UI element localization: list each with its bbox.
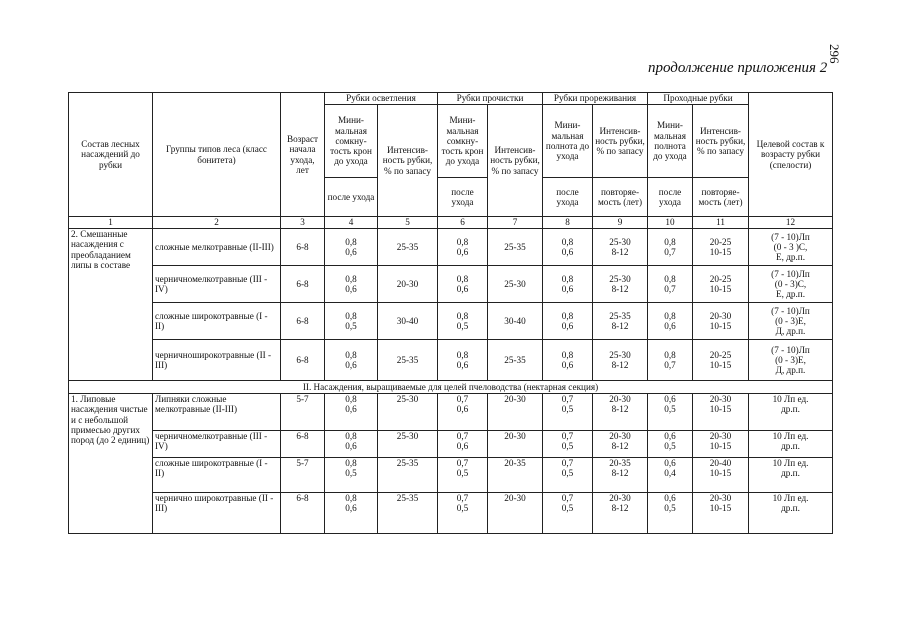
table-row <box>69 266 833 303</box>
col-number: 9 <box>593 217 648 229</box>
cell-c12 <box>749 394 833 431</box>
header-repeat-1: повторяе-мость (лет) <box>593 178 648 217</box>
header-intensity-2: Интенсив-ность рубки, % по запасу <box>488 105 543 217</box>
forest-group-cell: черничномелкотравные (III - IV) <box>153 431 281 458</box>
cell-line: 0,6 <box>561 247 574 257</box>
cell-c10 <box>648 303 693 340</box>
cell-c10 <box>648 493 693 534</box>
cell-line: 10-15 <box>709 284 732 294</box>
cell-line: 0,7 <box>561 458 574 468</box>
cell-line: 0,6 <box>345 503 357 514</box>
cell-line: др.п. <box>781 441 800 452</box>
cell-c5: 25-30 <box>378 431 438 458</box>
cell-c11 <box>693 394 749 431</box>
forest-group-cell: чернично широкотравные (II - III) <box>153 493 281 534</box>
cell-line: др.п. <box>781 404 800 415</box>
cell-line: 10-15 <box>709 503 732 514</box>
cell-c8 <box>543 431 593 458</box>
cell-line: (7 - 10)Лп <box>771 344 810 355</box>
cell-c4 <box>325 431 378 458</box>
cell-age: 5-7 <box>281 458 325 493</box>
cell-line: 0,5 <box>456 321 469 331</box>
cell-line: (7 - 10)Лп <box>771 231 810 242</box>
cell-line: 0,8 <box>456 310 469 321</box>
cell-line: 0,5 <box>664 404 676 415</box>
cell-line: 0,6 <box>664 493 676 503</box>
cell-line: 0,8 <box>345 458 357 468</box>
cell-line: 0,5 <box>345 468 357 479</box>
cell-line: 10-15 <box>709 360 732 370</box>
cell-c8 <box>543 493 593 534</box>
cell-line: 10-15 <box>709 247 732 257</box>
cell-c10 <box>648 431 693 458</box>
cell-line: 0,7 <box>456 493 469 503</box>
cell-age: 6-8 <box>281 266 325 303</box>
cell-line: 0,8 <box>345 394 357 404</box>
forest-group-cell: Липняки сложные мелкотравные (II-III) <box>153 394 281 431</box>
cell-c6 <box>438 229 488 266</box>
composition-cell: 2. Смешанные насаждения с преобладанием липы в составе <box>69 229 153 381</box>
header-min-closure-2: Мини-мальная сомкну-тость крон до ухода <box>438 105 488 178</box>
cell-line: 0,8 <box>345 273 357 284</box>
cell-c7: 25-35 <box>488 340 543 381</box>
cell-line: 25-30 <box>609 236 631 247</box>
cell-line: 0,6 <box>345 441 357 452</box>
cell-line: 0,5 <box>664 441 676 452</box>
cell-c8 <box>543 458 593 493</box>
cell-line: 0,8 <box>345 236 357 247</box>
cell-line: 0,6 <box>664 431 676 441</box>
cell-c5: 25-35 <box>378 340 438 381</box>
linden-stands-body <box>69 394 833 534</box>
col-number: 12 <box>749 217 833 229</box>
cell-line: 0,8 <box>345 493 357 503</box>
cell-line: 0,7 <box>456 458 469 468</box>
cell-age: 6-8 <box>281 340 325 381</box>
cell-c9 <box>593 266 648 303</box>
cell-line: 0,6 <box>561 360 574 370</box>
col-number: 6 <box>438 217 488 229</box>
cell-line: 0,8 <box>345 431 357 441</box>
cell-c9 <box>593 394 648 431</box>
cell-line: 20-25 <box>709 273 732 284</box>
cell-line: 0,6 <box>345 247 357 257</box>
cell-line: 0,5 <box>561 468 574 479</box>
cell-line: (7 - 10)Лп <box>771 305 810 316</box>
cell-line: Е, др.п. <box>776 252 805 263</box>
header-intensity-1: Интенсив-ность рубки, % по запасу <box>378 105 438 217</box>
table-row <box>69 458 833 493</box>
col-number: 5 <box>378 217 438 229</box>
cell-c6 <box>438 340 488 381</box>
cell-line: 20-40 <box>709 458 732 468</box>
cell-line: (0 - 3 )С, <box>773 241 808 252</box>
cell-c12 <box>749 303 833 340</box>
cell-line: 25-35 <box>609 310 631 321</box>
cell-line: 10 Лп ед. <box>772 394 809 404</box>
cell-line: 0,7 <box>664 247 676 257</box>
cell-line: 0,8 <box>664 273 676 284</box>
cell-line: 20-30 <box>609 431 631 441</box>
composition-cell: 1. Липовые насаждения чистые и с небольшой примесью других пород (до 2 единиц) <box>69 394 153 534</box>
cell-line: 20-30 <box>709 493 732 503</box>
cell-line: (7 - 10)Лп <box>771 268 810 279</box>
cell-age: 6-8 <box>281 431 325 458</box>
cell-line: 20-30 <box>709 431 732 441</box>
forest-group-cell: черничномелкотравные (III - IV) <box>153 266 281 303</box>
cell-line: (0 - 3)Е, <box>775 315 806 326</box>
cell-line: 25-30 <box>609 349 631 360</box>
page-number: 296 <box>827 44 842 64</box>
cell-line: 10 Лп ед. <box>772 458 809 468</box>
cell-line: 0,8 <box>561 349 574 360</box>
cell-line: 0,8 <box>456 273 469 284</box>
cell-c11 <box>693 431 749 458</box>
table-row <box>69 431 833 458</box>
cell-line: 0,6 <box>456 360 469 370</box>
cell-c4 <box>325 303 378 340</box>
cell-line: 8-12 <box>611 503 629 514</box>
header-repeat-2: повторяе-мость (лет) <box>693 178 749 217</box>
cell-line: (0 - 3)Е, <box>775 354 806 365</box>
header-group-clearing: Рубки осветления <box>325 93 438 105</box>
cell-c4 <box>325 458 378 493</box>
forest-group-cell: сложные широкотравные (I - II) <box>153 458 281 493</box>
col-number: 2 <box>153 217 281 229</box>
header-target: Целевой состав к возрасту рубки (спелости) <box>749 93 833 217</box>
forest-group-cell: сложные широкотравные (I - II) <box>153 303 281 340</box>
cell-c10 <box>648 394 693 431</box>
cell-age: 6-8 <box>281 493 325 534</box>
header-min-closure-1: Мини-мальная сомкну-тость крон до ухода <box>325 105 378 178</box>
cell-c5: 25-35 <box>378 229 438 266</box>
cell-c7: 20-30 <box>488 493 543 534</box>
cell-line: 20-30 <box>609 493 631 503</box>
cell-line: 20-30 <box>709 310 732 321</box>
table-row <box>69 394 833 431</box>
cell-line: 0,8 <box>456 349 469 360</box>
cell-c8 <box>543 229 593 266</box>
cell-c11 <box>693 266 749 303</box>
cell-line: 10-15 <box>709 404 732 415</box>
cell-c9 <box>593 229 648 266</box>
header-after-care-3: после ухода <box>543 178 593 217</box>
cell-line: 0,8 <box>345 310 357 321</box>
cell-c12 <box>749 431 833 458</box>
header-after-care-1: после ухода <box>325 178 378 217</box>
cell-line: 0,6 <box>345 284 357 294</box>
section-title: II. Насаждения, выращиваемые для целей пчеловодства (нектарная секция) <box>69 381 833 394</box>
col-number: 11 <box>693 217 749 229</box>
cell-line: 8-12 <box>611 321 629 331</box>
cell-line: 0,6 <box>345 360 357 370</box>
table-row <box>69 340 833 381</box>
cell-age: 6-8 <box>281 229 325 266</box>
cell-c8 <box>543 394 593 431</box>
cell-line: 0,5 <box>561 404 574 415</box>
cell-c11 <box>693 303 749 340</box>
cell-line: 8-12 <box>611 360 629 370</box>
cell-c4 <box>325 394 378 431</box>
cell-line: 0,8 <box>345 349 357 360</box>
cell-age: 6-8 <box>281 303 325 340</box>
cell-line: Д, др.п. <box>775 365 806 376</box>
header-intensity-4: Интенсив-ность рубки, % по запасу <box>693 105 749 178</box>
header-group-passing: Проходные рубки <box>648 93 749 105</box>
header-min-density-1: Мини-мальная полнота до ухода <box>543 105 593 178</box>
cell-line: 0,6 <box>456 247 469 257</box>
forest-group-cell: черничноширокотравные (II - III) <box>153 340 281 381</box>
cell-line: 20-25 <box>709 349 732 360</box>
cell-line: 0,8 <box>561 273 574 284</box>
cell-c9 <box>593 493 648 534</box>
cell-line: 0,5 <box>345 321 357 331</box>
cell-c7: 20-30 <box>488 394 543 431</box>
table-row <box>69 303 833 340</box>
cell-line: 10-15 <box>709 468 732 479</box>
cell-line: 0,4 <box>664 468 676 479</box>
cell-line: 0,5 <box>456 468 469 479</box>
header-after-care-4: после ухода <box>648 178 693 217</box>
mixed-stands-body <box>69 229 833 381</box>
cell-line: 0,8 <box>664 236 676 247</box>
cell-line: 0,6 <box>664 458 676 468</box>
header-after-care-2: после ухода <box>438 178 488 217</box>
cell-line: 8-12 <box>611 404 629 415</box>
cell-line: 25-30 <box>609 273 631 284</box>
col-number: 8 <box>543 217 593 229</box>
cell-c6 <box>438 431 488 458</box>
forest-group-cell: сложные мелкотравные (II-III) <box>153 229 281 266</box>
cell-line: Е, др.п. <box>776 289 805 300</box>
cell-line: 0,6 <box>561 321 574 331</box>
cell-line: 20-30 <box>609 394 631 404</box>
cell-c9 <box>593 303 648 340</box>
cell-line: 0,8 <box>664 349 676 360</box>
cell-line: 20-35 <box>609 458 631 468</box>
cell-c9 <box>593 431 648 458</box>
cell-c6 <box>438 303 488 340</box>
cell-line: 0,7 <box>561 431 574 441</box>
cell-line: 0,5 <box>561 503 574 514</box>
cell-c5: 30-40 <box>378 303 438 340</box>
cell-c6 <box>438 458 488 493</box>
cell-c4 <box>325 229 378 266</box>
cell-c11 <box>693 340 749 381</box>
col-number: 4 <box>325 217 378 229</box>
table-row <box>69 229 833 266</box>
header-intensity-3: Интенсив-ность рубки, % по запасу <box>593 105 648 178</box>
cell-line: 0,6 <box>456 441 469 452</box>
cell-line: 0,7 <box>664 284 676 294</box>
col-number: 10 <box>648 217 693 229</box>
cell-c4 <box>325 340 378 381</box>
running-title: продолжение приложения 2 <box>648 60 828 76</box>
header-forest-groups: Группы типов леса (класс бонитета) <box>153 93 281 217</box>
cell-line: 10 Лп ед. <box>772 493 809 503</box>
cell-c4 <box>325 493 378 534</box>
cell-line: 0,5 <box>664 503 676 514</box>
cell-line: 20-30 <box>709 394 732 404</box>
cell-line: 0,5 <box>456 503 469 514</box>
cell-c10 <box>648 229 693 266</box>
col-number: 3 <box>281 217 325 229</box>
cell-line: 0,8 <box>664 310 676 321</box>
header-group-thinning: Рубки прореживания <box>543 93 648 105</box>
cell-line: 0,6 <box>456 284 469 294</box>
cell-c10 <box>648 340 693 381</box>
cell-age: 5-7 <box>281 394 325 431</box>
cell-c12 <box>749 340 833 381</box>
cell-line: 0,6 <box>456 404 469 415</box>
cell-c7: 20-35 <box>488 458 543 493</box>
cell-c11 <box>693 229 749 266</box>
cell-line: 0,5 <box>561 441 574 452</box>
cell-c7: 20-30 <box>488 431 543 458</box>
cell-line: 0,7 <box>456 394 469 404</box>
cell-line: 10-15 <box>709 441 732 452</box>
cell-line: 0,8 <box>456 236 469 247</box>
cell-line: 8-12 <box>611 247 629 257</box>
cell-c5: 25-35 <box>378 458 438 493</box>
cell-c10 <box>648 266 693 303</box>
cell-line: 20-25 <box>709 236 732 247</box>
cell-line: 0,7 <box>561 493 574 503</box>
cell-c12 <box>749 493 833 534</box>
cell-c7: 25-35 <box>488 229 543 266</box>
header-composition: Состав лесных насаждений до рубки <box>69 93 153 217</box>
cell-line: 0,6 <box>345 404 357 415</box>
cell-line: 8-12 <box>611 468 629 479</box>
cell-c5: 25-30 <box>378 394 438 431</box>
cell-c11 <box>693 458 749 493</box>
data-table <box>68 92 833 534</box>
cell-line: 8-12 <box>611 441 629 452</box>
cell-line: Д, др.п. <box>775 326 806 337</box>
header-start-age: Возраст начала ухода, лет <box>281 93 325 217</box>
cell-c6 <box>438 493 488 534</box>
cell-c8 <box>543 266 593 303</box>
cell-line: (0 - 3)С, <box>774 278 807 289</box>
cell-c8 <box>543 303 593 340</box>
cell-line: др.п. <box>781 503 800 514</box>
cell-line: др.п. <box>781 468 800 479</box>
cell-c9 <box>593 458 648 493</box>
cell-line: 0,6 <box>664 321 676 331</box>
cell-c7: 30-40 <box>488 303 543 340</box>
col-number: 1 <box>69 217 153 229</box>
col-number: 7 <box>488 217 543 229</box>
header-min-density-2: Мини-мальная полнота до ухода <box>648 105 693 178</box>
cell-c4 <box>325 266 378 303</box>
cell-c5: 20-30 <box>378 266 438 303</box>
header-group-cleaning: Рубки прочистки <box>438 93 543 105</box>
cell-line: 10 Лп ед. <box>772 431 809 441</box>
cell-c7: 25-30 <box>488 266 543 303</box>
cell-c12 <box>749 266 833 303</box>
cell-line: 0,7 <box>664 360 676 370</box>
cell-c8 <box>543 340 593 381</box>
cell-line: 10-15 <box>709 321 732 331</box>
cell-line: 8-12 <box>611 284 629 294</box>
cell-c9 <box>593 340 648 381</box>
cell-line: 0,6 <box>561 284 574 294</box>
cell-c12 <box>749 229 833 266</box>
cell-line: 0,8 <box>561 236 574 247</box>
cell-line: 0,8 <box>561 310 574 321</box>
cell-c10 <box>648 458 693 493</box>
cell-c5: 25-35 <box>378 493 438 534</box>
table-row <box>69 493 833 534</box>
cell-c6 <box>438 266 488 303</box>
cell-c6 <box>438 394 488 431</box>
cell-line: 0,7 <box>456 431 469 441</box>
cell-line: 0,7 <box>561 394 574 404</box>
cell-c12 <box>749 458 833 493</box>
cell-line: 0,6 <box>664 394 676 404</box>
cell-c11 <box>693 493 749 534</box>
